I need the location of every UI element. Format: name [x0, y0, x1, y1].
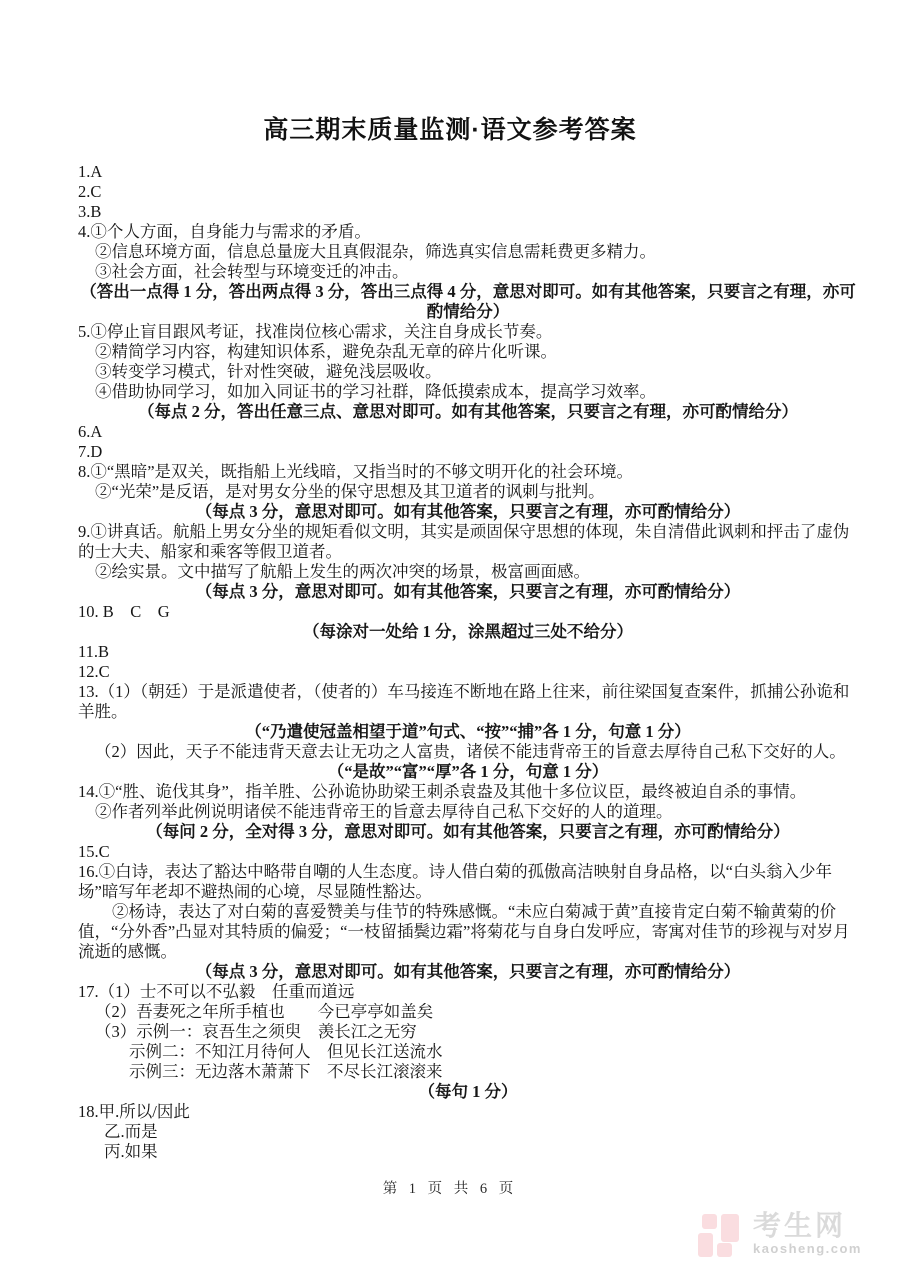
answer-line: ②杨诗，表达了对白菊的喜爱赞美与佳节的特殊感慨。“未应白菊减于黄”直接肯定白菊不输黄菊的价值，“分外香”凸显对其特质的偏爱；“一枝留插鬓边霜”将菊花与自身白发呼应，寄寓对佳节的珍视与对岁月流逝的感慨。: [78, 902, 850, 961]
answer-line: （3）示例一：哀吾生之须臾 羡长江之无穷: [95, 1022, 417, 1041]
scoring-note-line: （答出一点得 1 分，答出两点得 3 分，答出三点得 4 分，意思对即可。如有其他答案，只要言之有理，亦可酌情给分）: [80, 282, 856, 321]
answer-line: 乙.而是: [104, 1122, 158, 1141]
answer-line: 示例三：无边落木萧萧下 不尽长江滚滚来: [129, 1062, 443, 1081]
logo-block: [698, 1233, 713, 1257]
watermark-domain: kaosheng.com: [752, 1241, 862, 1256]
answer-line: 2.C: [78, 182, 102, 201]
scoring-note-line: （每点 3 分，意思对即可。如有其他答案，只要言之有理，亦可酌情给分）: [195, 962, 741, 981]
answer-line: 9.①讲真话。航船上男女分坐的规矩看似文明，其实是顽固保守思想的体现，朱自清借此讽刺和抨击了虚伪的士大夫、船家和乘客等假卫道者。: [78, 522, 850, 561]
answer-line: 7.D: [78, 442, 103, 461]
answer-line: 15.C: [78, 842, 110, 861]
logo-block: [717, 1243, 732, 1257]
answer-line: 18.甲.所以/因此: [78, 1102, 190, 1121]
page-title: 高三期末质量监测·语文参考答案: [263, 116, 637, 144]
answer-line: 12.C: [78, 662, 110, 681]
answer-line: ③社会方面，社会转型与环境变迁的冲击。: [95, 262, 409, 281]
answer-line: 17.（1）士不可以不弘毅 任重而道远: [78, 982, 355, 1001]
watermark-brand: 考生网: [752, 1210, 846, 1241]
answer-line: 13.（1）（朝廷）于是派遣使者，（使者的）车马接连不断地在路上往来，前往梁国复查案件，抓捕公孙诡和羊胜。: [78, 682, 850, 721]
answer-line: ②信息环境方面，信息总量庞大且真假混杂，筛选真实信息需耗费更多精力。: [95, 242, 656, 261]
answer-line: 11.B: [78, 642, 110, 661]
logo-block: [702, 1214, 717, 1229]
watermark: [695, 1207, 862, 1261]
answer-line: 示例二：不知江月待何人 但见长江送流水: [129, 1042, 443, 1061]
answer-line: 14.①“胜、诡伐其身”，指羊胜、公孙诡协助梁王刺杀袁盎及其他十多位议臣，最终被迫自杀的事情。: [78, 782, 807, 801]
answer-line: （2）因此，天子不能违背天意去让无功之人富贵，诸侯不能违背帝王的旨意去厚待自己私下交好的人。: [95, 742, 846, 761]
answer-line: 丙.如果: [104, 1142, 158, 1161]
answer-line: 6.A: [78, 422, 103, 441]
kaosheng-logo-icon: [695, 1207, 743, 1261]
answer-line: ②“光荣”是反语，是对男女分坐的保守思想及其卫道者的讽刺与批判。: [95, 482, 605, 501]
answer-line: 16.①白诗，表达了豁达中略带自嘲的人生态度。诗人借白菊的孤傲高洁映射自身品格，以“白头翁入少年场”暗写年老却不避热闹的心境，尽显随性豁达。: [78, 862, 832, 901]
answer-line: 8.①“黑暗”是双关，既指船上光线暗，又指当时的不够文明开化的社会环境。: [78, 462, 634, 481]
answer-line: ③转变学习模式，针对性突破，避免浅层吸收。: [95, 362, 442, 381]
answer-line: 10. B C G: [78, 602, 170, 621]
scoring-note-line: （“乃遣使冠盖相望于道”句式、“按”“捕”各 1 分，句意 1 分）: [245, 722, 691, 741]
watermark-text: [753, 1211, 862, 1257]
answer-line: 1.A: [78, 162, 103, 181]
answer-line: 5.①停止盲目跟风考证，找准岗位核心需求，关注自身成长节奏。: [78, 322, 553, 341]
answer-line: 3.B: [78, 202, 102, 221]
logo-block: [721, 1214, 739, 1242]
answer-line: （2）吾妻死之年所手植也 今已亭亭如盖矣: [95, 1002, 434, 1021]
scoring-note-line: （每点 3 分，意思对即可。如有其他答案，只要言之有理，亦可酌情给分）: [195, 582, 741, 601]
answer-line: ②作者列举此例说明诸侯不能违背帝王的旨意去厚待自己私下交好的人的道理。: [95, 802, 673, 821]
page-number: 第 1 页 共 6 页: [382, 1181, 518, 1197]
scoring-note-line: （“是故”“富”“厚”各 1 分，句意 1 分）: [327, 762, 609, 781]
answer-line: 4.①个人方面，自身能力与需求的矛盾。: [78, 222, 371, 241]
scoring-note-line: （每问 2 分，全对得 3 分，意思对即可。如有其他答案，只要言之有理，亦可酌情给分）: [146, 822, 790, 841]
scoring-note-line: （每句 1 分）: [418, 1082, 518, 1101]
scoring-note-line: （每涂对一处给 1 分，涂黑超过三处不给分）: [303, 622, 633, 641]
answer-line: ④借助协同学习，如加入同证书的学习社群，降低摸索成本，提高学习效率。: [95, 382, 656, 401]
answer-line: ②精简学习内容，构建知识体系，避免杂乱无章的碎片化听课。: [95, 342, 557, 361]
answer-line: ②绘实景。文中描写了航船上发生的两次冲突的场景，极富画面感。: [95, 562, 590, 581]
scoring-note-line: （每点 2 分，答出任意三点、意思对即可。如有其他答案，只要言之有理，亦可酌情给分）: [138, 402, 798, 421]
scoring-note-line: （每点 3 分，意思对即可。如有其他答案，只要言之有理，亦可酌情给分）: [195, 502, 741, 521]
answer-lines: [0, 146, 900, 1162]
